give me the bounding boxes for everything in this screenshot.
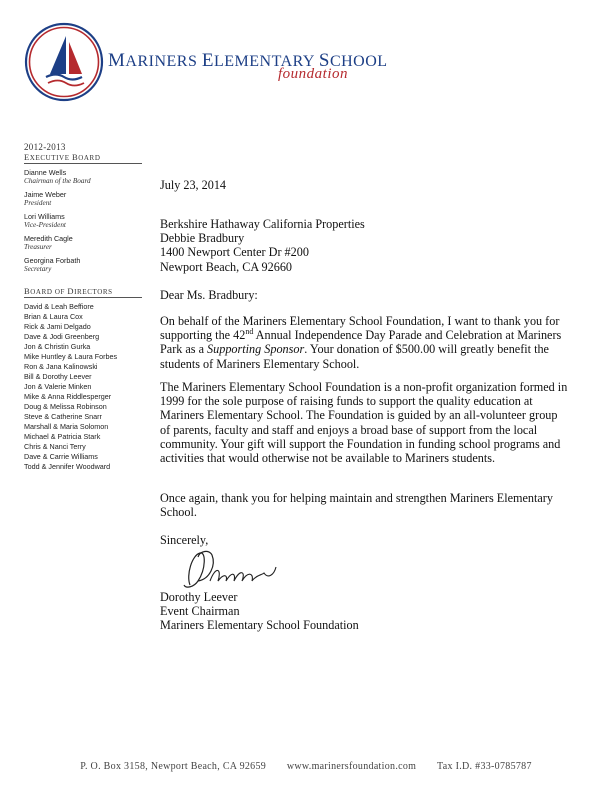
director-name: Marshall & Maria Solomon (24, 422, 109, 431)
director-name: Bill & Dorothy Leever (24, 372, 92, 381)
footer-tax-id: Tax I.D. #33-0785787 (437, 761, 532, 772)
director-name: Dave & Carrie Williams (24, 452, 98, 461)
executive-member (24, 212, 142, 230)
executive-member-name: Georgina Forbath (24, 256, 81, 265)
paragraph-3: Once again, thank you for helping maintain and strengthen Mariners Elementary School. (160, 491, 553, 520)
director-name: David & Leah Beffiore (24, 302, 94, 311)
address-line: 1400 Newport Center Dr #200 (160, 245, 309, 260)
executive-board-heading: EXECUTIVE BOARD (24, 152, 142, 164)
sailboat-logo-icon (24, 22, 104, 102)
executive-member-name: Dianne Wells (24, 168, 67, 177)
director-name: Doug & Melissa Robinson (24, 402, 107, 411)
board-of-directors-heading: BOARD OF DIRECTORS (24, 286, 142, 298)
address-line: Debbie Bradbury (160, 231, 245, 246)
org-subtitle: foundation (278, 66, 349, 82)
executive-member-name: Jaime Weber (24, 190, 67, 199)
executive-board-list (24, 168, 142, 274)
org-name: MARINERS ELEMENTARY SCHOOL (108, 50, 388, 71)
closing: Sincerely, (160, 533, 209, 547)
director-name: Jon & Christin Gurka (24, 342, 91, 351)
paragraph-2: The Mariners Elementary School Foundation is a non-profit organization formed in 1999 for the sole purpose of raising funds to support the quality education at Mariners Elementary School. The Foundation is guided by an all-volunteer group of parents, faculty and staff and enjoys a broad base of support from the local community. Your gift will support the Foundation in funding school programs and activities that would otherwise not be available to Mariners students. (160, 380, 568, 466)
executive-member-role: President (24, 199, 52, 207)
executive-member-role: Chairman of the Board (24, 177, 91, 185)
signer-title: Event Chairman (160, 604, 240, 619)
handwritten-signature (176, 545, 286, 593)
director-name: Chris & Nanci Terry (24, 442, 86, 451)
director-name: Mike Huntley & Laura Forbes (24, 352, 118, 361)
signer-name: Dorothy Leever (160, 590, 238, 604)
letter-date: July 23, 2014 (160, 178, 227, 192)
director-name: Mike & Anna Riddlesperger (24, 392, 112, 401)
footer-website[interactable]: www.marinersfoundation.com (286, 761, 417, 772)
board-year: 2012-2013 (24, 142, 66, 152)
executive-member-name: Lori Williams (24, 212, 65, 221)
executive-member-role: Treasurer (24, 243, 52, 251)
signer-organization: Mariners Elementary School Foundation (160, 618, 359, 633)
director-name: Jon & Valerie Minken (24, 382, 92, 391)
director-name: Brian & Laura Cox (24, 312, 83, 321)
executive-member-role: Secretary (24, 265, 52, 273)
executive-member (24, 256, 142, 274)
director-name: Rick & Jami Delgado (24, 322, 91, 331)
executive-member-role: Vice-President (24, 221, 66, 229)
director-name: Steve & Catherine Snarr (24, 412, 102, 421)
paragraph-1: On behalf of the Mariners Elementary School Foundation, I want to thank you for supporting the 42nd Annual Independence Day Parade and Celebration at Mariners Park as a Supporting Sponsor. Your donation of $500.00 will greatly benefit the students of Mariners Elementary School. (160, 314, 562, 371)
address-line: Berkshire Hathaway California Properties (160, 217, 365, 231)
address-line: Newport Beach, CA 92660 (160, 259, 293, 274)
director-name: Todd & Jennifer Woodward (24, 462, 111, 471)
director-name: Dave & Jodi Greenberg (24, 332, 100, 341)
sidebar (24, 142, 142, 472)
signer-block (160, 590, 359, 633)
executive-member (24, 234, 142, 252)
director-name: Ron & Jana Kalinowski (24, 362, 98, 371)
footer-address: P. O. Box 3158, Newport Beach, CA 92659 (80, 761, 267, 772)
executive-member (24, 168, 142, 186)
directors-list (24, 302, 142, 472)
executive-member-name: Meredith Cagle (24, 234, 73, 243)
director-name: Michael & Patricia Stark (24, 432, 101, 441)
footer (0, 761, 612, 772)
salutation: Dear Ms. Bradbury: (160, 288, 258, 302)
recipient-address (160, 217, 365, 274)
executive-member (24, 190, 142, 208)
